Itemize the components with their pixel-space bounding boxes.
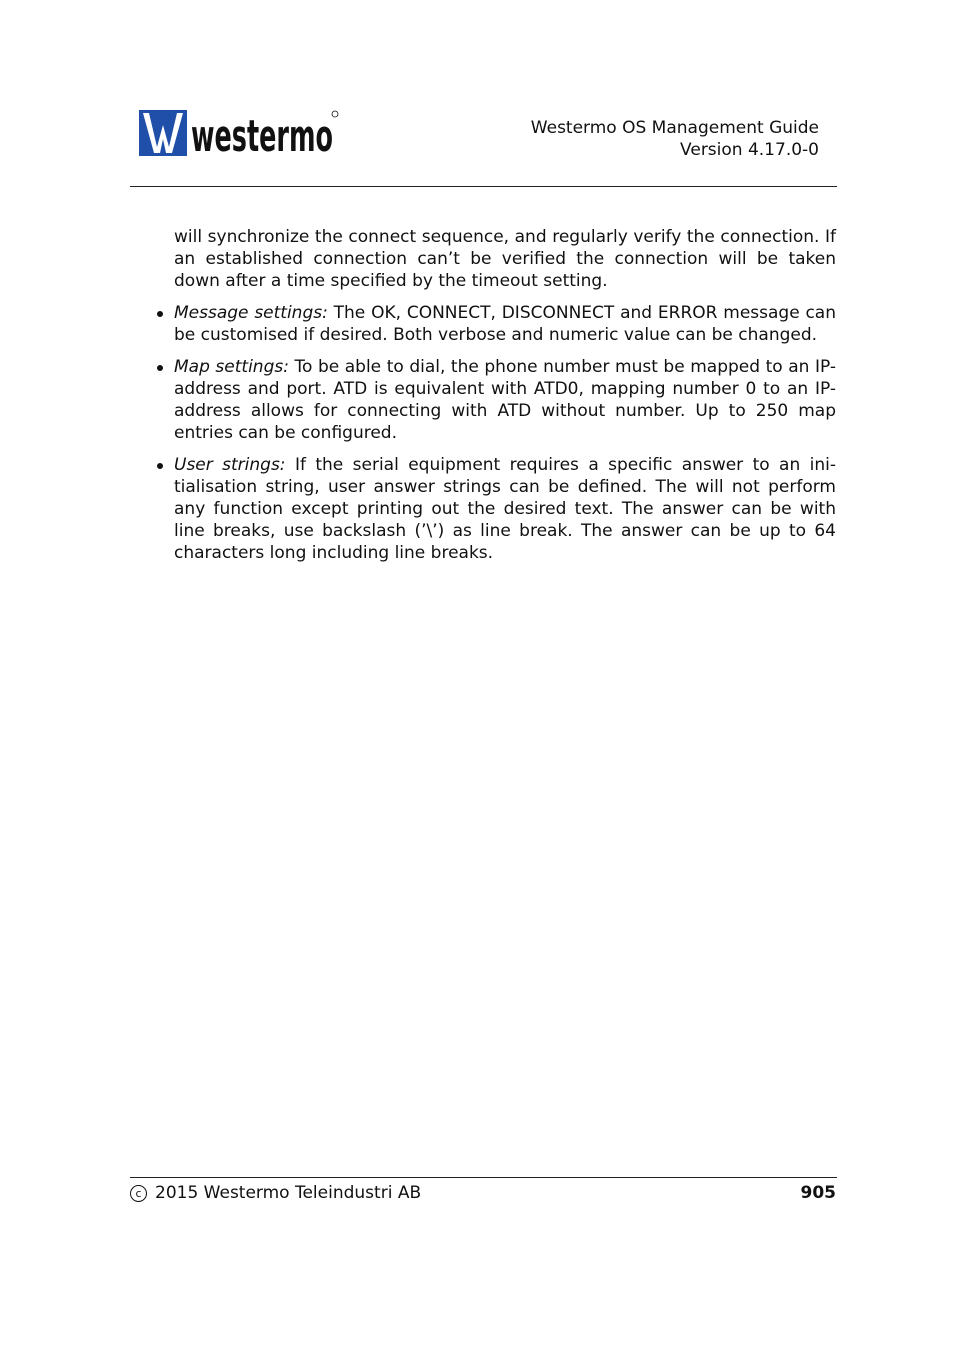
svg-text:westermo: westermo: [191, 111, 333, 162]
guide-title: Westermo OS Management Guide: [530, 118, 819, 138]
westermo-logo-graphic: [139, 109, 339, 162]
copyright-icon: c: [130, 1185, 147, 1202]
copyright-text: 2015 Westermo Teleindustri AB: [155, 1183, 422, 1203]
footer-copyright: [130, 1182, 421, 1204]
bullet-icon: [157, 311, 163, 317]
settings-list: [174, 302, 836, 564]
list-item-text: The OK, CONNECT, DISCONNECT and ERROR message can be customised if desired. Both verbose and numeric value can be changed.: [174, 303, 836, 345]
list-item-term: Message settings:: [174, 303, 328, 323]
list-item-term: Map settings:: [174, 357, 289, 377]
list-item-text: If the serial equipment requires a specific answer to an initialisation string, user answer strings can be defined. The will not perform any function except printing out the desired text. The answer can be with line breaks, use backslash (’\’) as line break. The answer can be up to 64 characters long including line breaks.: [174, 455, 836, 563]
westermo-logo: [139, 109, 339, 162]
document-header: [531, 117, 819, 161]
page-number: 905: [800, 1183, 836, 1203]
list-item-text: To be able to dial, the phone number must be mapped to an IP-address and port. ATD is equivalent with ATD0, mapping number 0 to an IP-address allows for connecting with ATD without number. Up to 250 map entries can be configured.: [174, 357, 836, 443]
footer-divider: [130, 1177, 837, 1178]
bullet-icon: [157, 463, 163, 469]
page-content: [174, 226, 836, 574]
list-item: [174, 302, 836, 346]
list-item-term: User strings:: [174, 455, 286, 475]
guide-version: Version 4.17.0-0: [680, 140, 819, 160]
header-divider: [130, 186, 837, 187]
bullet-icon: [157, 365, 163, 371]
list-item: [174, 356, 836, 444]
list-item: [174, 454, 836, 564]
intro-paragraph: will synchronize the connect sequence, and regularly verify the connection. If an established connection can’t be verified the connection will be taken down after a time specified by the timeout setting.: [174, 227, 836, 291]
